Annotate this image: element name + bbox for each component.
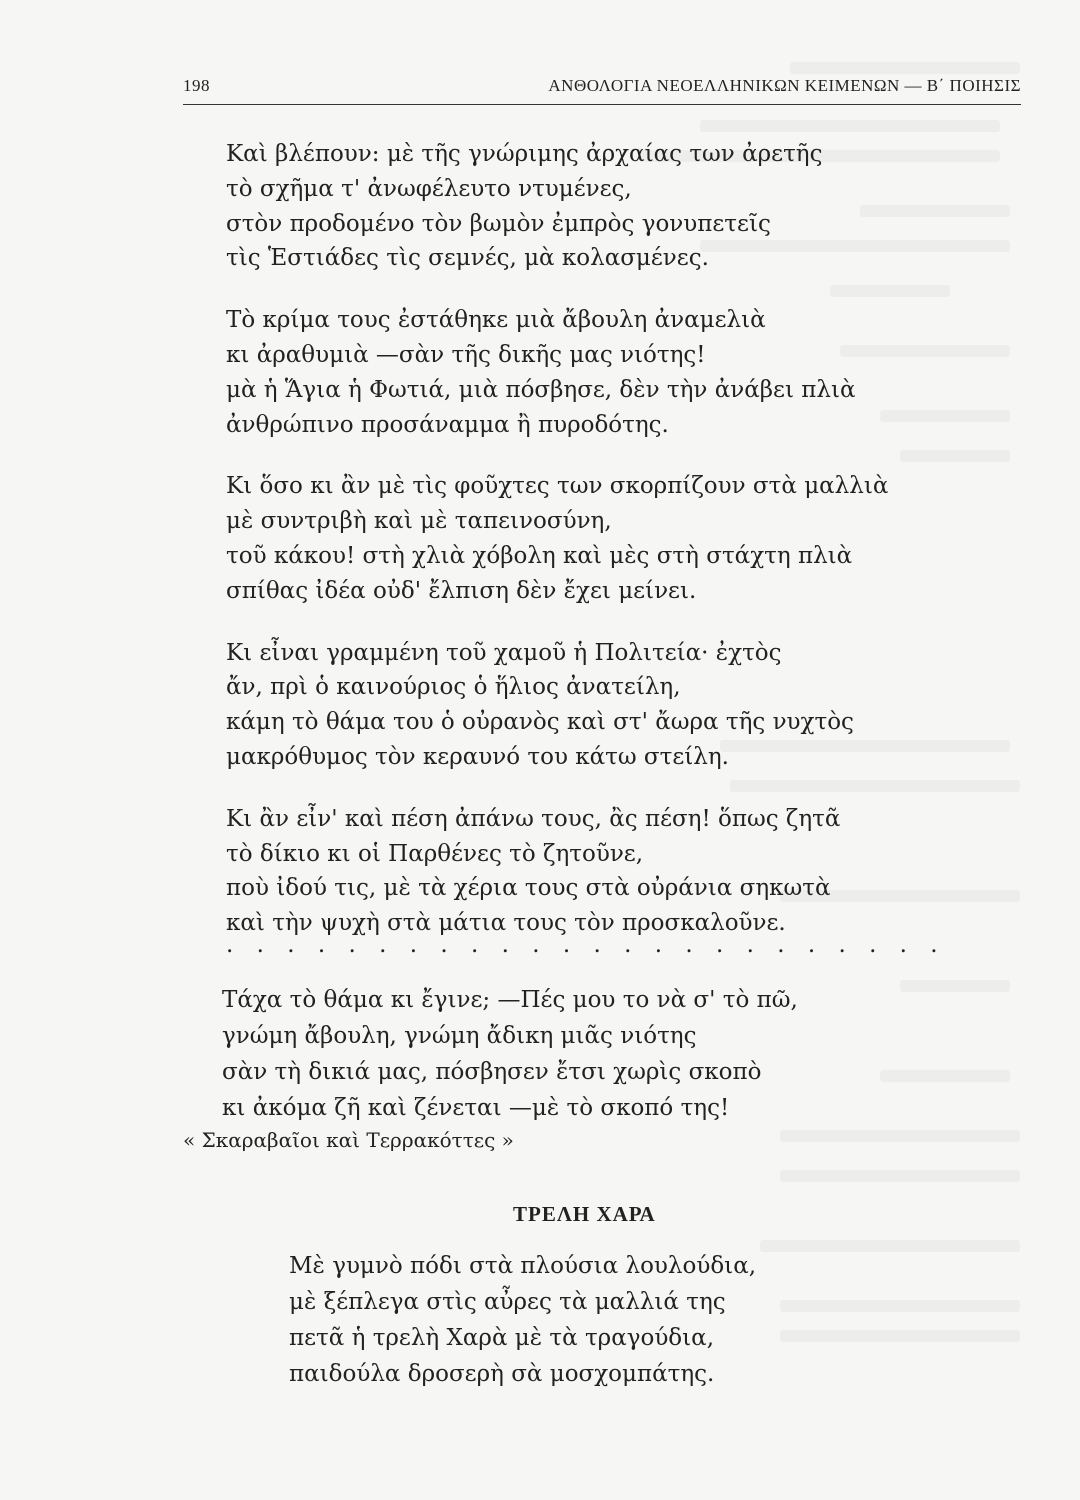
poem-body	[226, 137, 1006, 968]
running-header	[183, 70, 1023, 100]
verse-line: ἀνθρώπινο προσάναμμα ἢ πυροδότης.	[226, 411, 669, 438]
verse-line: καὶ τὴν ψυχὴ στὰ μάτια τους τὸν προσκαλοῦνε.	[226, 910, 786, 937]
verse-line: παιδούλα δροσερὴ σὰ μοσχομπάτης.	[289, 1361, 715, 1387]
verse-line: σπίθας ἰδέα οὐδ' ἔλπιση δὲν ἔχει μείνει.	[226, 577, 697, 604]
verse-line: τὶς Ἑστιάδες τὶς σεμνές, μὰ κολασμένες.	[226, 245, 709, 272]
verse-line: κι ἀραθυμιὰ —σὰν τῆς δικῆς μας νιότης!	[226, 341, 706, 368]
second-poem-body	[289, 1248, 756, 1392]
verse-line: τοῦ κάκου! στὴ χλιὰ χόβολη καὶ μὲς στὴ στάχτη πλιὰ	[226, 542, 853, 569]
final-stanza	[222, 982, 798, 1126]
stanza	[226, 137, 1006, 276]
header-rule	[183, 104, 1021, 105]
verse-line: μὰ ἡ Ἅγια ἡ Φωτιά, μιὰ πόσβησε, δὲν τὴν ἀνάβει πλιὰ	[226, 376, 856, 403]
verse-line: στὸν προδομένο τὸν βωμὸν ἐμπρὸς γονυπετεῖς	[226, 210, 771, 237]
poem-title: ΤΡΕΛΗ ΧΑΡΑ	[513, 1202, 656, 1226]
verse-line: μὲ ξέπλεγα στὶς αὖρες τὰ μαλλιά της	[289, 1289, 726, 1315]
omission-dots: . . . . . . . . . . . . . . . . . . . . . . . .	[226, 932, 946, 958]
verse-line: τὸ σχῆμα τ' ἀνωφέλευτο ντυμένες,	[226, 175, 632, 202]
stanza	[226, 469, 1006, 608]
verse-line: Κι ἂν εἶν' καὶ πέση ἀπάνω τους, ἂς πέση! ὅπως ζητᾶ	[226, 805, 841, 832]
verse-line: πετᾶ ἡ τρελὴ Χαρὰ μὲ τὰ τραγούδια,	[289, 1325, 715, 1351]
verse-line: τὸ δίκιο κι οἱ Παρθένες τὸ ζητοῦνε,	[226, 840, 644, 867]
page-number: 198	[183, 76, 210, 95]
verse-line: Τὸ κρίμα τους ἐστάθηκε μιὰ ἄβουλη ἀναμελιὰ	[226, 307, 766, 334]
stanza	[226, 636, 1006, 775]
verse-line: γνώμη ἄβουλη, γνώμη ἄδικη μιᾶς νιότης	[222, 1023, 697, 1049]
verse-line: Κι ὅσο κι ἂν μὲ τὶς φοῦχτες των σκορπίζουν στὰ μαλλιὰ	[226, 473, 889, 500]
verse-line: σὰν τὴ δικιά μας, πόσβησεν ἔτσι χωρὶς σκοπὸ	[222, 1059, 762, 1085]
verse-line: Καὶ βλέπουν: μὲ τῆς γνώριμης ἀρχαίας των ἀρετῆς	[226, 141, 823, 167]
verse-line: μὲ συντριβὴ καὶ μὲ ταπεινοσύνη,	[226, 508, 612, 535]
verse-line: κάμη τὸ θάμα του ὁ οὐρανὸς καὶ στ' ἄωρα τῆς νυχτὸς	[226, 709, 854, 736]
stanza	[226, 303, 1006, 442]
running-title: ΑΝΘΟΛΟΓΙΑ ΝΕΟΕΛΛΗΝΙΚΩΝ ΚΕΙΜΕΝΩΝ — Β΄ ΠΟΙΗΣΙΣ	[548, 76, 1021, 95]
verse-line: μακρόθυμος τὸν κεραυνό του κάτω στείλη.	[226, 743, 729, 770]
verse-line: Τάχα τὸ θάμα κι ἔγινε; —Πές μου το νὰ σ' τὸ πῶ,	[222, 987, 798, 1013]
verse-line: κι ἀκόμα ζῆ καὶ ζένεται —μὲ τὸ σκοπό της!	[222, 1095, 730, 1121]
verse-line: Κι εἶναι γραμμένη τοῦ χαμοῦ ἡ Πολιτεία· ἐχτὸς	[226, 639, 782, 666]
verse-line: ἄν, πρὶ ὁ καινούριος ὁ ἥλιος ἀνατείλη,	[226, 674, 681, 701]
source-citation: « Σκαραβαῖοι καὶ Τερρακόττες »	[183, 1128, 514, 1152]
verse-line: Μὲ γυμνὸ πόδι στὰ πλούσια λουλούδια,	[289, 1253, 757, 1279]
stanza	[226, 802, 1006, 941]
verse-line: ποὺ ἰδού τις, μὲ τὰ χέρια τους στὰ οὐράνια σηκωτὰ	[226, 875, 831, 902]
